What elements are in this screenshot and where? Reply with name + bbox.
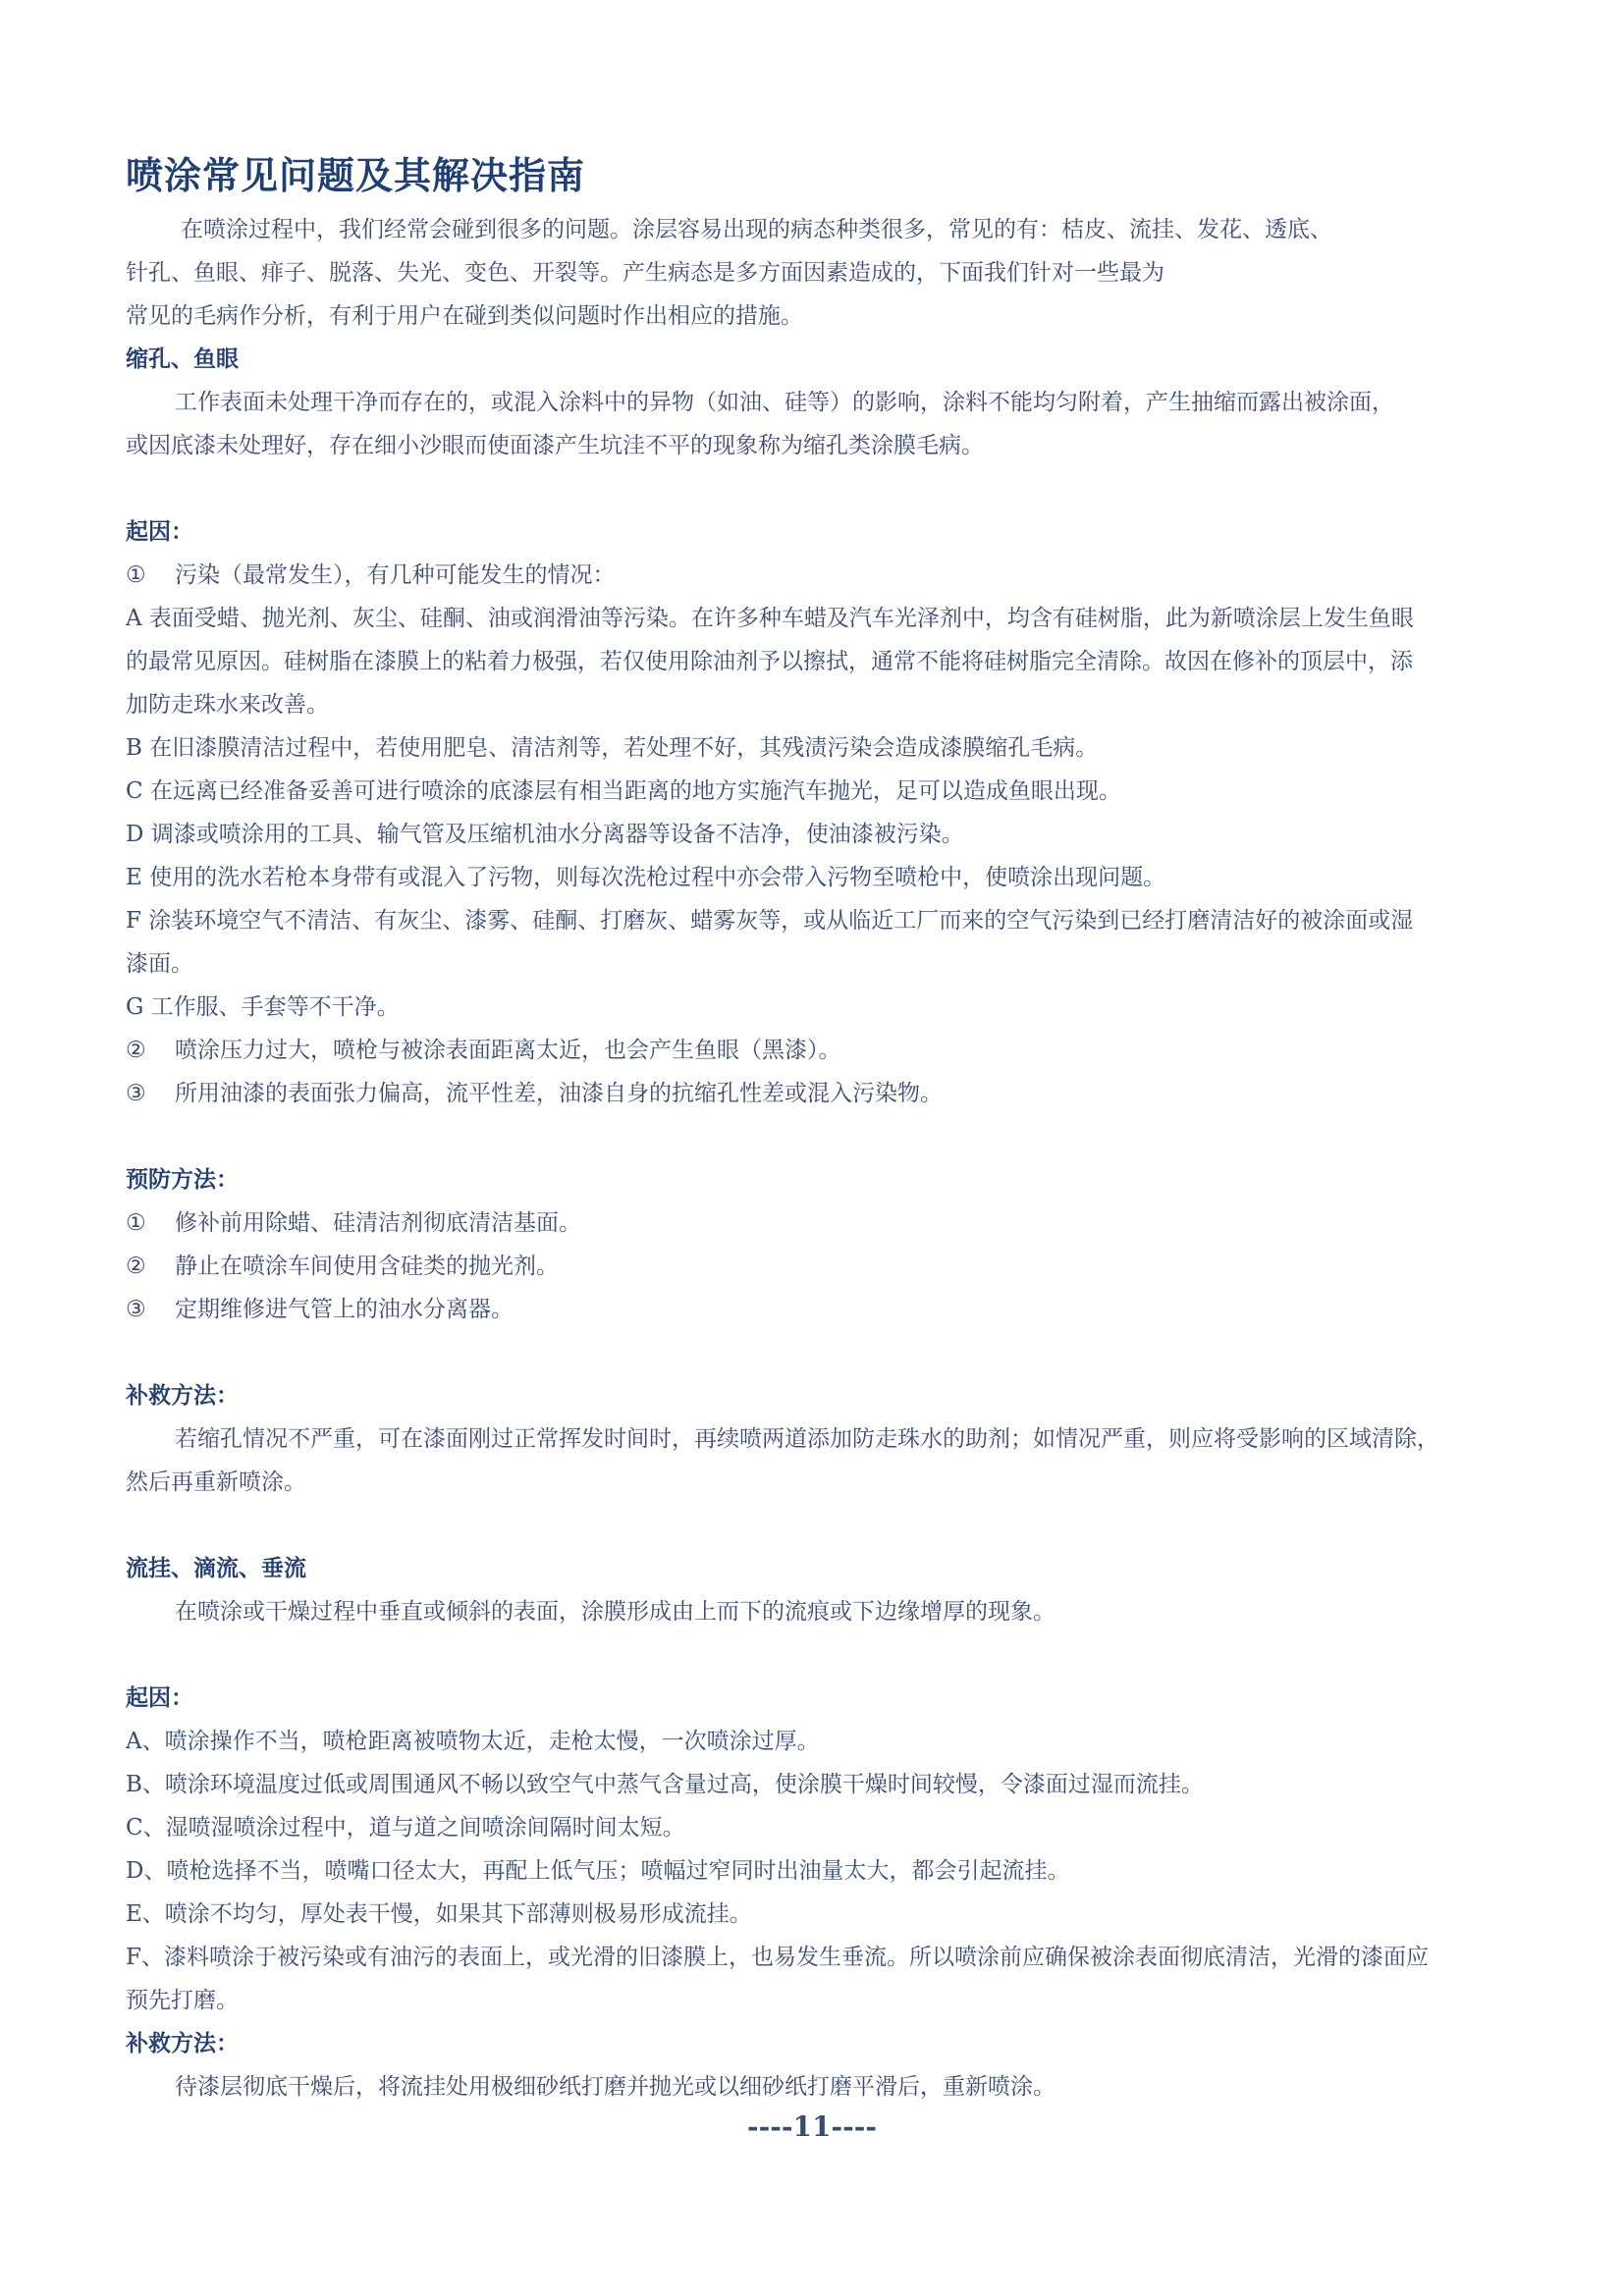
item-number: ③ — [126, 1297, 146, 1322]
cause-line: B 在旧漆膜清洁过程中，若使用肥皂、清洁剂等，若处理不好，其残渍污染会造成漆膜缩孔毛病。 — [126, 735, 1099, 761]
remedy-line: 然后再重新喷涂。 — [126, 1469, 306, 1495]
cause-item — [126, 1078, 943, 1109]
item-text: 所用油漆的表面张力偏高，流平性差，油漆自身的抗缩孔性差或混入污染物。 — [175, 1081, 943, 1106]
cause-heading: 起因： — [126, 1684, 193, 1711]
cause-line: 预先打磨。 — [126, 1988, 239, 2013]
page-number: ----11---- — [747, 2110, 877, 2143]
cause-line: C 在远离已经准备妥善可进行喷涂的底漆层有相当距离的地方实施汽车抛光，足可以造成鱼眼出现。 — [126, 778, 1121, 804]
cause-line: B、喷涂环境温度过低或周围通风不畅以致空气中蒸气含量过高，使涂膜干燥时间较慢，令漆面过湿而流挂。 — [126, 1772, 1204, 1797]
cause-item — [126, 560, 616, 591]
section-heading-sag: 流挂、滴流、垂流 — [126, 1555, 306, 1581]
cause-line: 的最常见原因。硅树脂在漆膜上的粘着力极强，若仅使用除油剂予以擦拭，通常不能将硅树脂完全清除。故因在修补的顶层中，添 — [126, 649, 1413, 674]
cause-line: F 涂装环境空气不清洁、有灰尘、漆雾、硅酮、打磨灰、蜡雾灰等，或从临近工厂而来的空气污染到已经打磨清洁好的被涂面或湿 — [126, 908, 1414, 934]
cause-line: A 表面受蜡、抛光剂、灰尘、硅酮、油或润滑油等污染。在许多种车蜡及汽车光泽剂中，均含有硅树脂，此为新喷涂层上发生鱼眼 — [126, 606, 1414, 631]
item-number: ① — [126, 562, 146, 588]
remedy-heading: 补救方法： — [126, 2030, 239, 2056]
prevention-item — [126, 1294, 514, 1325]
remedy-line: 待漆层彻底干燥后，将流挂处用极细砂纸打磨并抛光或以细砂纸打磨平滑后，重新喷涂。 — [175, 2074, 1056, 2100]
item-text: 污染（最常发生），有几种可能发生的情况： — [175, 562, 616, 588]
cause-line: D、喷枪选择不当，喷嘴口径太大，再配上低气压；喷幅过窄同时出油量太大，都会引起流挂。 — [126, 1858, 1070, 1884]
section-desc-line: 在喷涂或干燥过程中垂直或倾斜的表面，涂膜形成由上而下的流痕或下边缘增厚的现象。 — [175, 1599, 1056, 1625]
intro-line: 针孔、鱼眼、痱子、脱落、失光、变色、开裂等。产生病态是多方面因素造成的，下面我们针对一些最为 — [126, 260, 1164, 286]
item-number: ③ — [126, 1081, 146, 1106]
item-text: 静止在喷涂车间使用含硅类的抛光剂。 — [175, 1254, 559, 1279]
page-title: 喷涂常见问题及其解决指南 — [126, 153, 586, 197]
prevention-item — [126, 1207, 581, 1239]
cause-heading: 起因： — [126, 518, 193, 545]
item-text: 修补前用除蜡、硅清洁剂彻底清洁基面。 — [175, 1210, 581, 1236]
cause-item — [126, 1035, 841, 1066]
cause-line: E 使用的洗水若枪本身带有或混入了污物，则每次洗枪过程中亦会带入污物至喷枪中，使喷涂出现问题。 — [126, 865, 1166, 890]
intro-line: 常见的毛病作分析，有利于用户在碰到类似问题时作出相应的措施。 — [126, 303, 803, 329]
section-desc-line: 或因底漆未处理好，存在细小沙眼而使面漆产生坑洼不平的现象称为缩孔类涂膜毛病。 — [126, 433, 984, 458]
section-heading-shrink: 缩孔、鱼眼 — [126, 346, 239, 372]
prevention-item — [126, 1251, 559, 1282]
item-text: 喷涂压力过大，喷枪与被涂表面距离太近，也会产生鱼眼（黑漆）。 — [175, 1038, 841, 1063]
intro-line: 在喷涂过程中，我们经常会碰到很多的问题。涂层容易出现的病态种类很多，常见的有：桔皮、流挂、发花、透底、 — [181, 217, 1332, 242]
cause-line: C、湿喷湿喷涂过程中，道与道之间喷涂间隔时间太短。 — [126, 1815, 685, 1841]
cause-line: G 工作服、手套等不干净。 — [126, 994, 400, 1020]
section-desc-line: 工作表面未处理干净而存在的，或混入涂料中的异物（如油、硅等）的影响，涂料不能均匀附着，产生抽缩而露出被涂面， — [175, 390, 1394, 415]
item-text: 定期维修进气管上的油水分离器。 — [175, 1297, 514, 1322]
cause-line: A、喷涂操作不当，喷枪距离被喷物太近，走枪太慢，一次喷涂过厚。 — [126, 1729, 820, 1754]
remedy-heading: 补救方法： — [126, 1382, 239, 1409]
item-number: ② — [126, 1038, 146, 1063]
cause-line: F、漆料喷涂于被污染或有油污的表面上，或光滑的旧漆膜上，也易发生垂流。所以喷涂前应确保被涂表面彻底清洁，光滑的漆面应 — [126, 1945, 1429, 1970]
item-number: ① — [126, 1210, 146, 1236]
cause-line: E、喷涂不均匀，厚处表干慢，如果其下部薄则极易形成流挂。 — [126, 1901, 752, 1927]
cause-line: D 调漆或喷涂用的工具、输气管及压缩机油水分离器等设备不洁净，使油漆被污染。 — [126, 822, 964, 847]
cause-line: 加防走珠水来改善。 — [126, 692, 329, 718]
prevention-heading: 预防方法： — [126, 1166, 239, 1193]
cause-line: 漆面。 — [126, 951, 193, 977]
item-number: ② — [126, 1254, 146, 1279]
remedy-line: 若缩孔情况不严重，可在漆面刚过正常挥发时间时，再续喷两道添加防走珠水的助剂；如情况严重，则应将受影响的区域清除， — [175, 1426, 1439, 1452]
